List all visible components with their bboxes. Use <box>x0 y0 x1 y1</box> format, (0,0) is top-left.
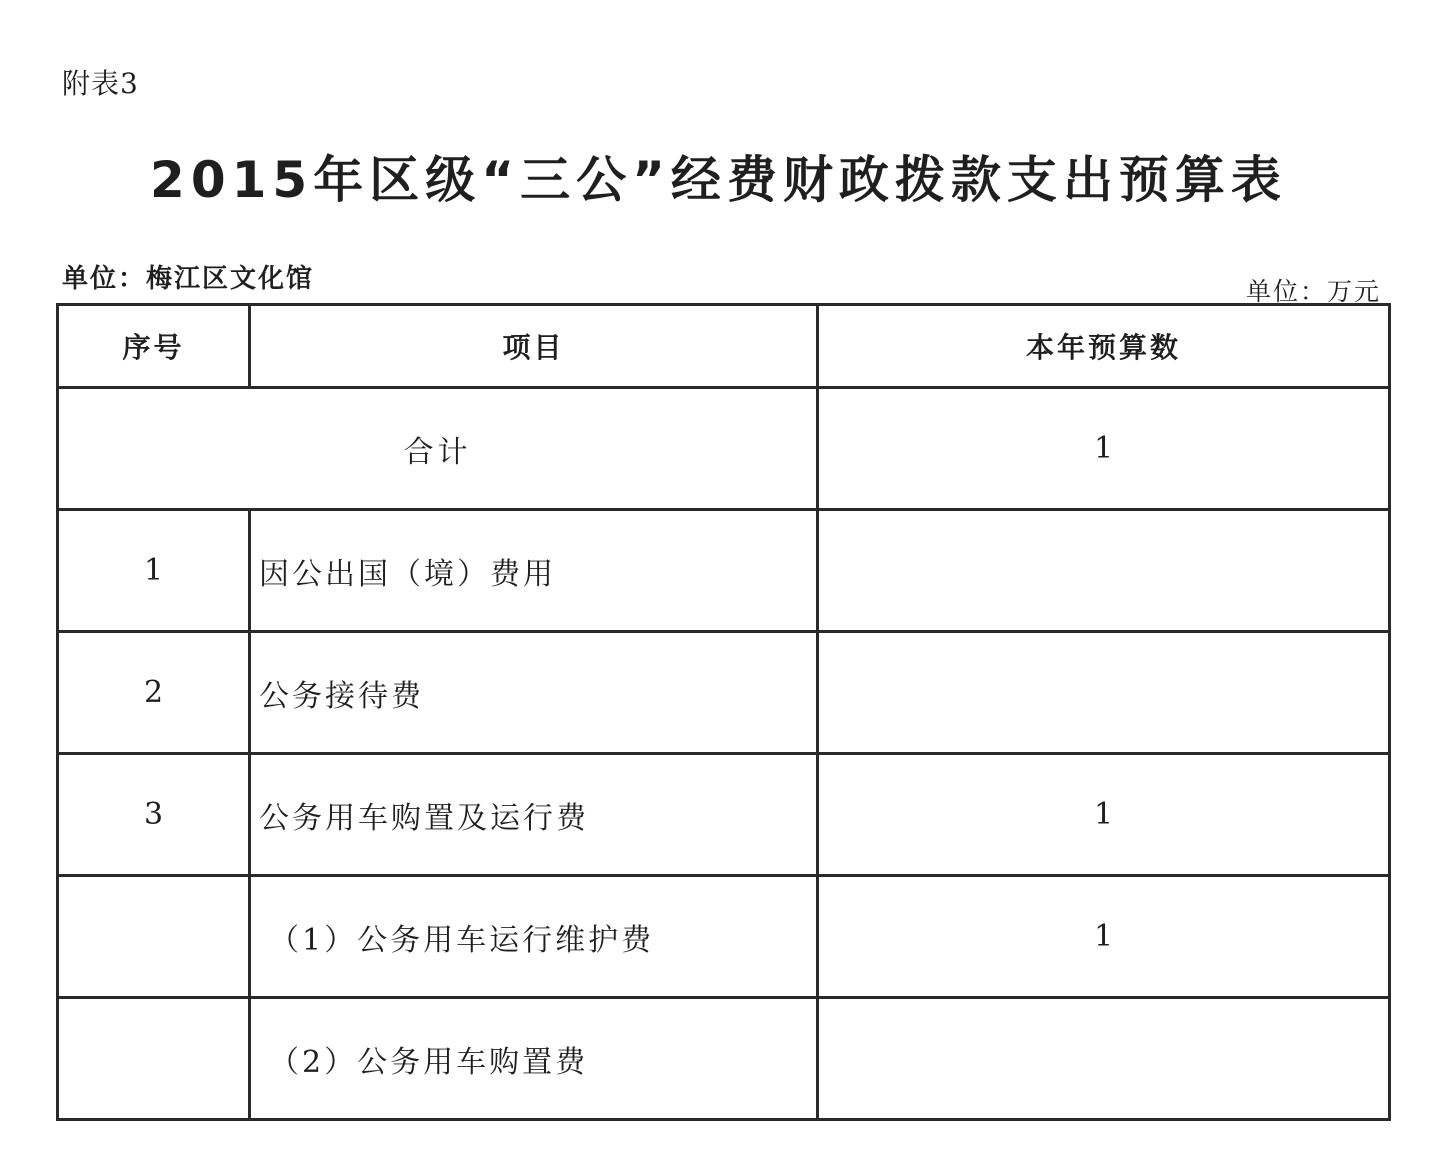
total-label: 合计 <box>58 388 818 510</box>
table-row <box>58 632 1390 754</box>
row-seq: 2 <box>58 632 250 754</box>
row-amount <box>818 632 1390 754</box>
row-item: 公务接待费 <box>250 632 818 754</box>
row-item: 公务用车购置及运行费 <box>250 754 818 876</box>
budget-table <box>56 303 1391 1121</box>
total-amount: 1 <box>818 388 1390 510</box>
attachment-label: 附表3 <box>62 67 139 100</box>
table-row <box>58 754 1390 876</box>
unit-currency: 单位：万元 <box>1245 277 1381 306</box>
row-amount <box>818 510 1390 632</box>
table-row <box>58 510 1390 632</box>
row-seq <box>58 998 250 1120</box>
row-item: （2）公务用车购置费 <box>250 998 818 1120</box>
row-amount: 1 <box>818 754 1390 876</box>
row-amount: 1 <box>818 876 1390 998</box>
table-header-row <box>58 305 1390 388</box>
row-seq: 3 <box>58 754 250 876</box>
page-title: 2015年区级“三公”经费财政拨款支出预算表 <box>150 151 1287 209</box>
header-item: 项目 <box>250 305 818 388</box>
row-amount <box>818 998 1390 1120</box>
row-item: （1）公务用车运行维护费 <box>250 876 818 998</box>
table-row <box>58 876 1390 998</box>
header-amount: 本年预算数 <box>818 305 1390 388</box>
unit-organization: 单位：梅江区文化馆 <box>62 264 315 294</box>
table-row <box>58 998 1390 1120</box>
total-row <box>58 388 1390 510</box>
row-seq: 1 <box>58 510 250 632</box>
row-item: 因公出国（境）费用 <box>250 510 818 632</box>
header-seq: 序号 <box>58 305 250 388</box>
row-seq <box>58 876 250 998</box>
